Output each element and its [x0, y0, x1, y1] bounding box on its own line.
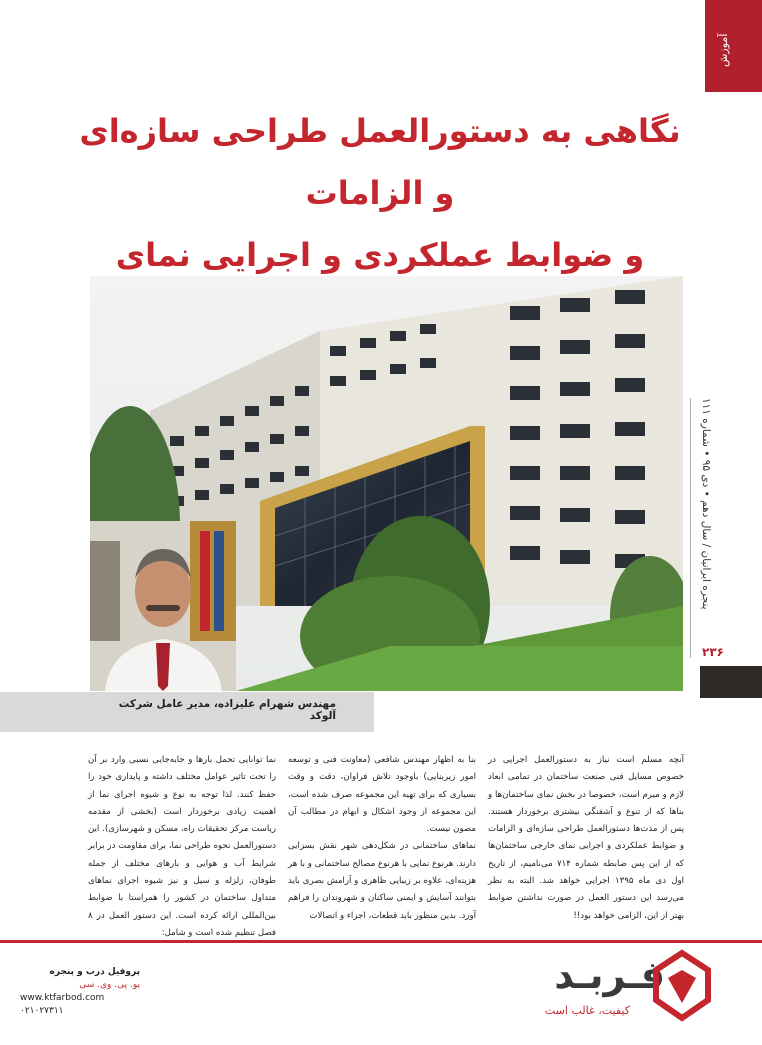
ad-divider — [0, 940, 762, 943]
column-middle — [288, 752, 476, 925]
page-number: ۲۳۶ — [702, 645, 724, 659]
ad-phone: ۰۲۱۰۲۷۳۱۱ — [20, 1006, 64, 1016]
paragraph: نماهای ساختمانی در شکل‌دهی شهر نقش بسزایی دارند. هرنوع نمایی با هرنوع مصالح ساختمانی و با هر هزینه‌ای، علاوه بر زیبایی ظاهری و آرامش بصری باید بتوانند آسایش و ایمنی ساکنان و شهروندان را فراهم آورد. بدین منظور باید قطعات، اجزاء و اتصالات — [288, 841, 476, 921]
running-head: پنجره ایرانیان / سال دهم • دی ۹۵ • شماره ۱۱۱ — [700, 398, 712, 610]
column-left — [88, 752, 276, 942]
portrait-photo — [90, 521, 236, 691]
logo-text: فـربـد — [554, 953, 665, 997]
ad-slogan: کیفیت، غالب است — [544, 1004, 630, 1017]
farbod-logo — [445, 953, 665, 998]
ad-line-1: پروفیل درب و پنجره — [49, 967, 140, 977]
title-line-2: و ضوابط عملکردی و اجرایی نمای — [115, 236, 645, 274]
section-tab-label: آموزش — [717, 33, 730, 67]
ad-line-2: یو. پی. وی. سی — [79, 980, 140, 990]
side-dark-block — [700, 666, 762, 698]
title-line-1: نگاهی به دستورالعمل طراحی سازه‌ای و الزامات — [79, 112, 681, 212]
ad-website[interactable]: www.ktfarbod.com — [20, 993, 105, 1003]
section-tab — [705, 0, 762, 92]
paragraph: نما توانایی تحمل بارها و جابه‌جایی نسبی وارد بر آن را تحت تاثیر عوامل مختلف داشته و پایداری خود را حفظ کنند. لذا توجه به نوع و شیوه اجرای نما از اهمیت زیادی برخوردار است (بخشی از مقدمه ریاست مرکز تحقیقات راه، مسکن و شهرسازی). این دستورالعمل نحوه طراحی نما، برای مقاومت در برابر شرایط آب و هوایی و بارهای مختلف از جمله طوفان، زلزله و سیل و نیز شیوه اجرای نماهای متداول ساختمان در کشور را همراستا با ضوابط بین‌المللی ارائه کرده است. این دستور العمل در ۸ فصل تنظیم شده است و شامل: — [88, 755, 276, 938]
side-divider — [690, 398, 691, 658]
photo-caption: مهندس شهرام علیزاده، مدیر عامل شرکت آلوکد — [118, 698, 336, 722]
ad-contact — [20, 966, 140, 1018]
paragraph: آنچه مسلم است نیاز به دستورالعمل اجرایی در خصوص مسایل فنی صنعت ساختمان در تمامی ابعاد لازم و مبرم است، خصوصا در بخش نمای ساختمان‌ها و بناها که از تنوع و آشفتگی بیشتری برخوردار هستند. پس از مدت‌ها دستورالعمل طراحی سازه‌ای و الزامات و ضوابط عملکردی و اجرایی نمای خارجی ساختمان‌ها که از این پس ضابطه شماره ۷۱۴ می‌نامیم، از تاریخ اول دی ماه ۱۳۹۵ اجرایی خواهد شد. البته به نظر می‌رسد این دستور العمل در صورت نداشتن ضوابط بهتر از این، الزامی خواهد بود!! — [488, 755, 684, 921]
paragraph: بنا به اظهار مهندس شافعی (معاونت فنی و توسعه امور زیربنایی) باوجود تلاش فراوان، دقت و وقت بسیاری که برای تهیه این مجموعه صرف شده است، این مجموعه از وجود اشکال و ابهام در مطالب آن مصون نیست. — [288, 755, 476, 835]
brand-emblem-icon — [652, 948, 712, 1023]
column-right — [488, 752, 684, 925]
